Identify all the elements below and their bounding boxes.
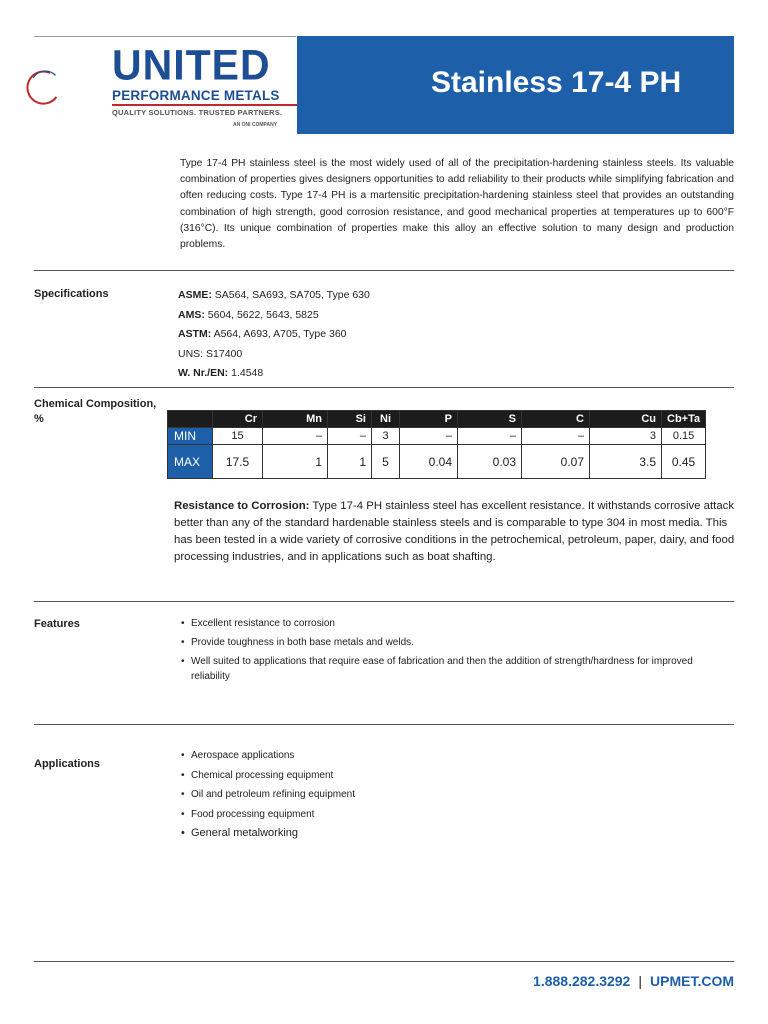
column-header: Cb+Ta <box>662 411 706 428</box>
page-title: Stainless 17-4 PH <box>431 66 682 99</box>
table-cell: 3 <box>372 428 400 445</box>
table-cell: 3 <box>590 428 662 445</box>
divider <box>34 724 734 725</box>
table-row <box>168 428 706 445</box>
table-cell: – <box>458 428 522 445</box>
header-rule <box>34 36 296 37</box>
spec-key: ASME: <box>178 289 212 301</box>
table-cell: 0.45 <box>662 445 706 479</box>
logo-subtitle: PERFORMANCE METALS <box>112 88 280 103</box>
column-header: Cr <box>213 411 263 428</box>
features-list <box>181 616 734 688</box>
table-row <box>168 445 706 479</box>
row-header-max: MAX <box>168 445 213 479</box>
table-cell: 1 <box>328 445 372 479</box>
logo-rule <box>112 104 297 106</box>
list-item: • Food processing equipment <box>181 807 681 822</box>
table-cell: 1 <box>263 445 328 479</box>
table-cell: – <box>522 428 590 445</box>
table-cell: 15 <box>213 428 263 445</box>
logo-wordmark: UNITED <box>112 40 271 90</box>
spec-value: SA564, SA693, SA705, Type 630 <box>211 289 370 301</box>
specifications-label: Specifications <box>34 288 109 300</box>
list-item: • Oil and petroleum refining equipment <box>181 787 681 802</box>
divider <box>34 601 734 602</box>
list-item: • General metalworking <box>181 826 681 841</box>
footer-contact <box>533 973 734 989</box>
column-header: Ni <box>372 411 400 428</box>
list-item: • Excellent resistance to corrosion <box>181 616 734 631</box>
spec-value: 1.4548 <box>228 367 264 379</box>
table-cell: 0.07 <box>522 445 590 479</box>
list-item: • Well suited to applications that require ease of fabrication and then the addition of strength/hardness for improved reliability <box>181 654 734 684</box>
specifications-list <box>178 286 370 384</box>
logo-tagline: QUALITY SOLUTIONS. TRUSTED PARTNERS. <box>112 108 283 117</box>
corrosion-resistance-paragraph <box>174 498 736 566</box>
row-header-min: MIN <box>168 428 213 445</box>
phone-link[interactable]: 1.888.282.3292 <box>533 973 631 989</box>
table-cell: 0.03 <box>458 445 522 479</box>
column-header: Si <box>328 411 372 428</box>
applications-label: Applications <box>34 758 101 770</box>
footer-separator: | <box>638 973 642 989</box>
spec-key: UNS: <box>178 347 204 360</box>
divider <box>34 270 734 271</box>
list-item: • Provide toughness in both base metals and welds. <box>181 635 734 650</box>
spec-item-ams <box>178 306 370 326</box>
table-cell: 17.5 <box>213 445 263 479</box>
chemical-composition-label: Chemical Composition, % <box>34 398 157 425</box>
list-item: • Aerospace applications <box>181 748 681 763</box>
table-cell: – <box>328 428 372 445</box>
column-header: S <box>458 411 522 428</box>
spec-key: AMS: <box>178 308 205 321</box>
footer-rule <box>34 961 734 962</box>
spec-value: S17400 <box>203 347 243 360</box>
intro-paragraph: Type 17-4 PH stainless steel is the most widely used of all of the precipitation-hardening stainless steels. Its valuable combination of properties gives designers opportunities to add reliability to their products while simplifying fabrication and often reducing costs. Type 17-4 PH is a martensitic precipitation-hardening stainless steel that provides an outstanding combination of high strength, good corrosion resistance, and good mechanical properties at temperatures up to 600°F (316°C). Its unique combination of properties make this alloy an effective solution to many design and production problems. <box>180 158 734 251</box>
table-cell: 5 <box>372 445 400 479</box>
corrosion-text: Type 17-4 PH stainless steel has excellent resistance. It withstands corrosive attack better than any of the standard hardenable stainless steels and is comparable to type 304 in most media. This has been tested in a wide variety of corrosive conditions in the petrochemical, petroleum, paper, dairy, and food processing industries, and in applications such as boat shafting. <box>174 500 735 563</box>
column-header: Mn <box>263 411 328 428</box>
spec-item-wnr <box>178 364 370 384</box>
applications-list <box>181 748 681 846</box>
features-label: Features <box>34 618 80 630</box>
table-cell: 0.04 <box>400 445 458 479</box>
composition-table <box>167 410 706 479</box>
spec-value: A564, A693, A705, Type 360 <box>211 328 347 340</box>
corrosion-heading: Resistance to Corrosion: <box>174 500 310 512</box>
table-header-row <box>168 411 706 428</box>
list-item: • Chemical processing equipment <box>181 768 681 783</box>
spec-key: W. Nr./EN: <box>178 367 229 379</box>
column-header: C <box>522 411 590 428</box>
table-cell: – <box>400 428 458 445</box>
spec-key: ASTM: <box>178 328 212 340</box>
spec-item-uns <box>178 345 370 365</box>
website-link[interactable]: UPMET.COM <box>650 973 734 989</box>
table-cell: 0.15 <box>662 428 706 445</box>
table-cell: 3.5 <box>590 445 662 479</box>
column-header: P <box>400 411 458 428</box>
column-header: Cu <box>590 411 662 428</box>
spec-item-astm <box>178 325 370 345</box>
table-corner <box>168 411 213 428</box>
table-cell: – <box>263 428 328 445</box>
logo-parent-company: AN ONI COMPANY <box>233 122 278 128</box>
spec-item-asme <box>178 286 370 306</box>
spec-value: 5604, 5622, 5643, 5825 <box>204 308 319 321</box>
divider <box>34 387 734 388</box>
